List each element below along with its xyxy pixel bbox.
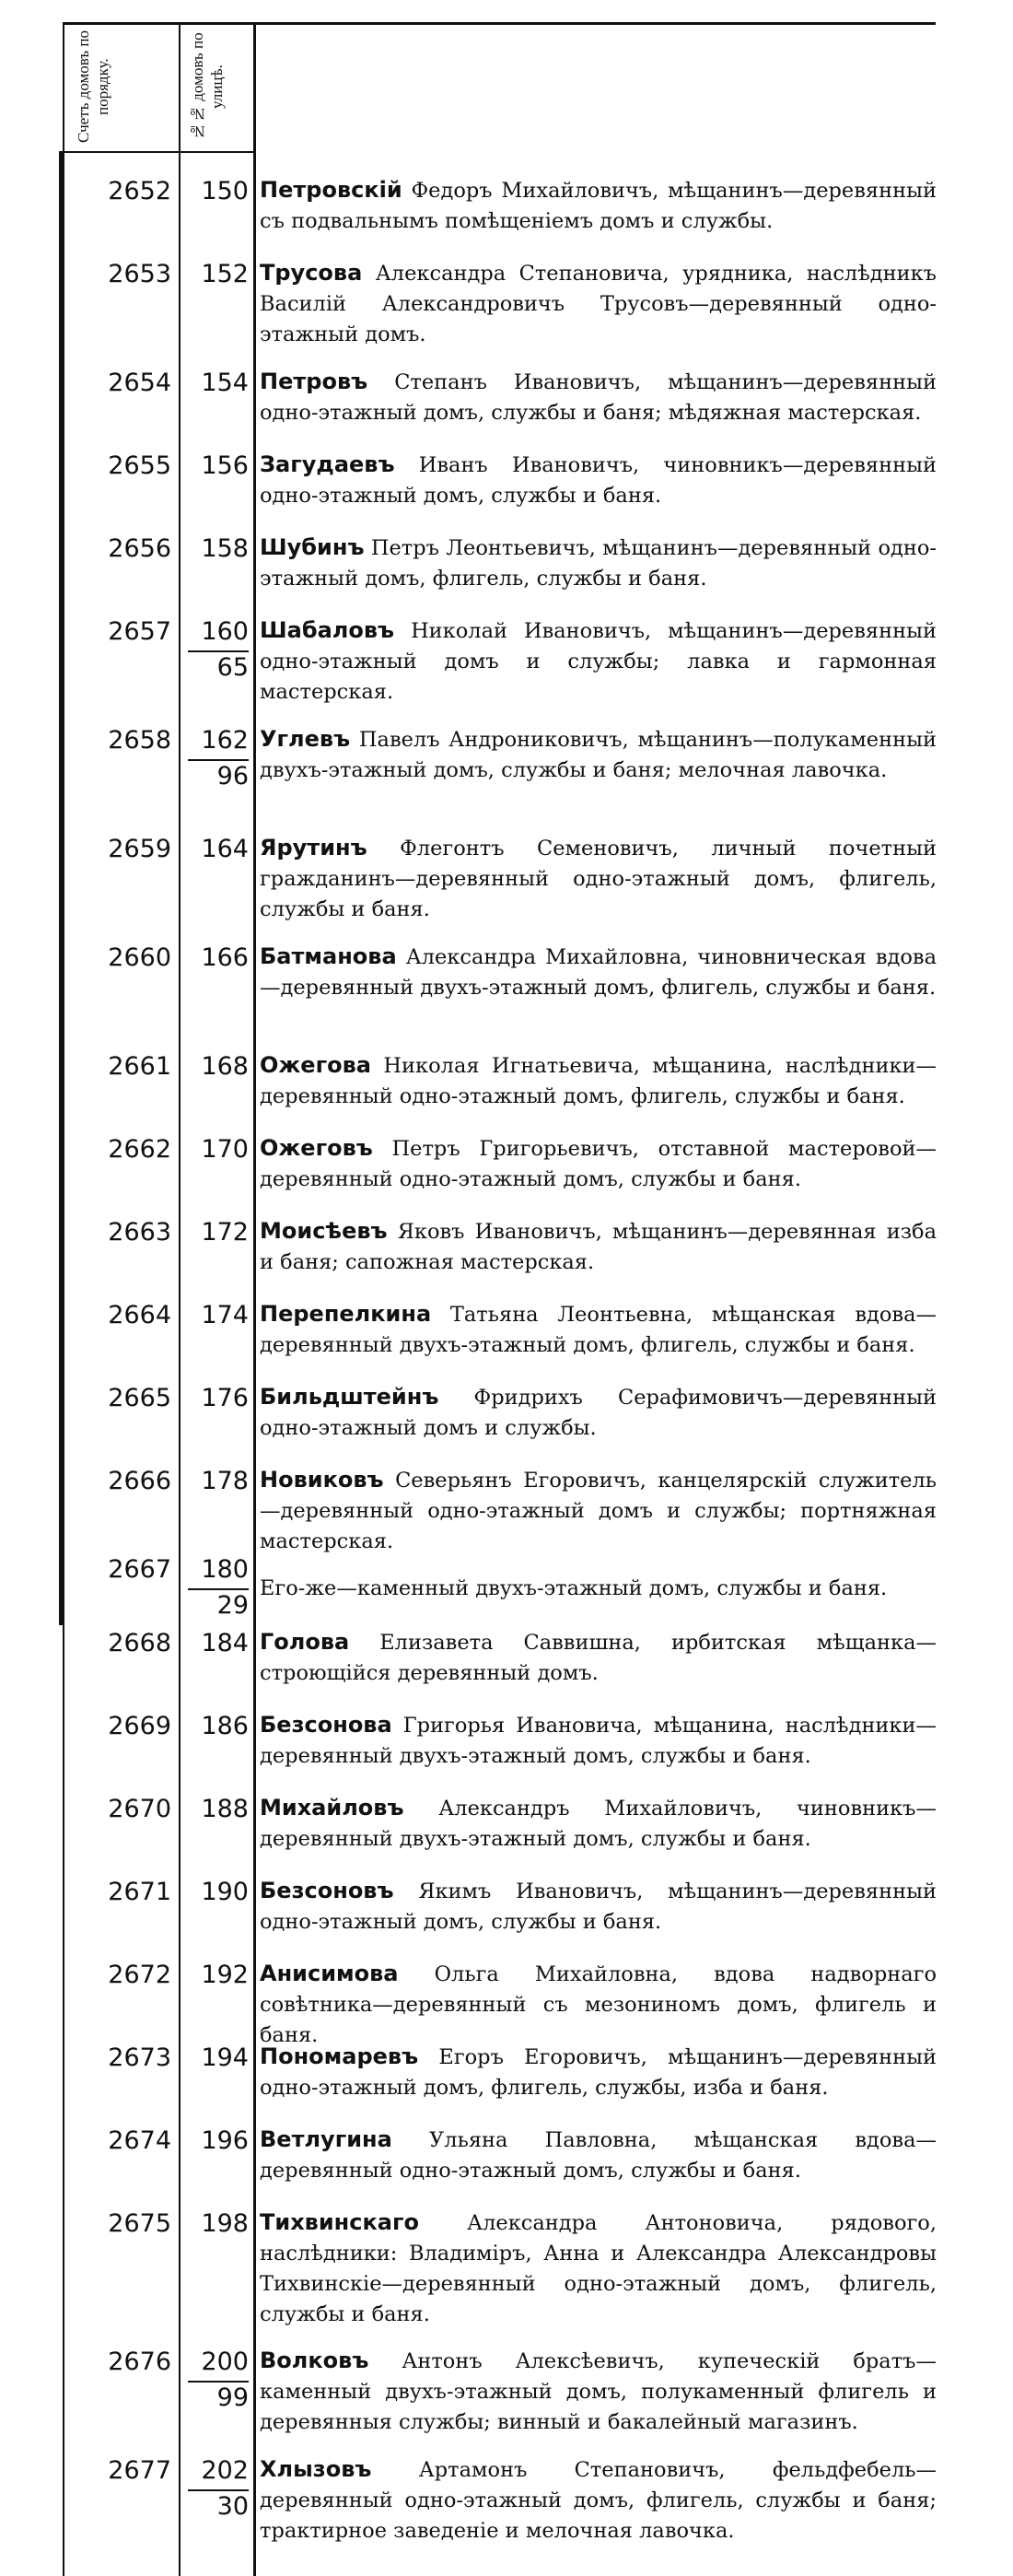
house-count-number: 2671 xyxy=(108,1878,171,1906)
house-street-number: 156 xyxy=(201,451,249,480)
entry-text xyxy=(260,1133,937,1195)
property-description: Григорья Ивановича, мѣщанина, наслѣдники—деревянный двухъ-этажный домъ, службы и баня. xyxy=(260,1714,937,1768)
house-count-number: 2667 xyxy=(108,1555,171,1584)
property-description: Татьяна Леонтьевна, мѣщанская вдова—деревянный двухъ-этажный домъ, флигель, службы и баня. xyxy=(260,1303,937,1357)
house-count-number: 2672 xyxy=(108,1961,171,1989)
owner-name: Михайловъ xyxy=(260,1795,404,1821)
property-description: Флегонтъ Семеновичъ, личный почетный гражданинъ—деревянный одно-этажный домъ, флигель, службы и баня. xyxy=(260,837,937,921)
entry-text xyxy=(260,1627,937,1689)
house-count-number: 2673 xyxy=(108,2043,171,2072)
owner-name: Петровскій xyxy=(260,177,402,203)
street-number-upper: 180 xyxy=(188,1553,249,1590)
house-count-number: 2668 xyxy=(108,1629,171,1657)
owner-name: Шубинъ xyxy=(260,534,365,560)
property-description: Егоръ Егоровичъ, мѣщанинъ—деревянный одно-этажный домъ, флигель, службы, изба и баня. xyxy=(260,2045,937,2100)
owner-name: Трусова xyxy=(260,260,363,286)
owner-name: Хлызовъ xyxy=(260,2456,372,2482)
owner-name: Ярутинъ xyxy=(260,835,367,861)
house-street-number: 166 xyxy=(201,943,249,972)
house-street-number: 174 xyxy=(201,1301,249,1329)
owner-name: Перепелкина xyxy=(260,1301,432,1327)
house-street-number: 178 xyxy=(201,1467,249,1495)
entry-text xyxy=(260,533,937,594)
owner-name: Моисѣевъ xyxy=(260,1218,388,1244)
owner-name: Углевъ xyxy=(260,726,351,752)
house-street-number: 176 xyxy=(201,1384,249,1412)
property-description: Федоръ Михайловичъ, мѣщанинъ—деревянный съ подвальнымъ помѣщеніемъ домъ и службы. xyxy=(260,179,937,233)
street-number-lower: 29 xyxy=(216,1591,249,1620)
entry-text xyxy=(260,258,937,350)
house-count-number: 2675 xyxy=(108,2209,171,2238)
property-description: Петръ Григорьевичъ, отставной мастеровой—деревянный одно-этажный домъ, службы и баня. xyxy=(260,1137,937,1191)
owner-name: Безсоновъ xyxy=(260,1878,394,1903)
owner-name: Волковъ xyxy=(260,2348,369,2373)
entry-text xyxy=(260,2042,937,2103)
house-count-number: 2663 xyxy=(108,1218,171,1247)
entry-text xyxy=(260,833,937,925)
column-rule-left-thick xyxy=(59,151,64,1625)
house-street-number: 198 xyxy=(201,2209,249,2238)
owner-name: Новиковъ xyxy=(260,1467,384,1493)
property-description: Александръ Михайловичъ, чиновникъ—деревянный двухъ-этажный домъ, службы и баня. xyxy=(260,1797,937,1851)
house-count-number: 2657 xyxy=(108,617,171,646)
entry-text xyxy=(260,1299,937,1361)
house-count-number: 2665 xyxy=(108,1384,171,1412)
entry-text xyxy=(260,1793,937,1855)
entry-text xyxy=(260,2125,937,2186)
property-description: Елизавета Саввишна, ирбитская мѣщанка—строющійся деревянный домъ. xyxy=(260,1631,937,1685)
owner-name: Петровъ xyxy=(260,369,368,394)
entry-text xyxy=(260,1382,937,1444)
property-description: Артамонъ Степановичъ, фельдфебель—деревянный одно-этажный домъ, флигель, службы и баня; трактирное заведеніе и мелочная лавочка. xyxy=(260,2458,937,2543)
header-rule xyxy=(63,151,256,153)
house-street-number xyxy=(182,615,249,684)
house-street-number: 190 xyxy=(201,1878,249,1906)
house-count-number: 2661 xyxy=(108,1052,171,1081)
house-count-number: 2654 xyxy=(108,369,171,397)
entry-text xyxy=(260,1876,937,1938)
house-street-number xyxy=(182,724,249,792)
house-count-number: 2669 xyxy=(108,1712,171,1740)
owner-name: Бильдштейнъ xyxy=(260,1384,439,1410)
house-count-number: 2666 xyxy=(108,1467,171,1495)
owner-name: Пономаревъ xyxy=(260,2043,419,2069)
house-count-number: 2655 xyxy=(108,451,171,480)
house-count-number: 2656 xyxy=(108,534,171,563)
house-street-number: 184 xyxy=(201,1629,249,1657)
house-count-number: 2664 xyxy=(108,1301,171,1329)
property-description: Северьянъ Егоровичъ, канцелярскій служитель—деревянный одно-этажный домъ и службы; портняжная мастерская. xyxy=(260,1469,937,1553)
column-rule-middle xyxy=(179,22,180,2576)
entry-text xyxy=(260,615,937,708)
property-description: Якимъ Ивановичъ, мѣщанинъ—деревянный одно-этажный домъ, службы и баня. xyxy=(260,1879,937,1934)
entry-text xyxy=(260,724,937,786)
house-count-number: 2653 xyxy=(108,260,171,288)
entry-text xyxy=(260,2207,937,2330)
entry-text xyxy=(260,1710,937,1772)
house-street-number: 150 xyxy=(201,177,249,205)
column-rule-right xyxy=(253,22,256,2576)
house-count-number: 2677 xyxy=(108,2456,171,2485)
house-street-number: 154 xyxy=(201,369,249,397)
owner-name: Батманова xyxy=(260,943,397,969)
house-street-number: 164 xyxy=(201,835,249,863)
street-number-lower: 99 xyxy=(216,2383,249,2412)
house-count-number: 2660 xyxy=(108,943,171,972)
property-description: Николая Игнатьевича, мѣщанина, наслѣдники—деревянный одно-этажный домъ, флигель, службы и баня. xyxy=(260,1054,937,1108)
property-description: Александра Михайловна, чиновническая вдова—деревянный двухъ-этажный домъ, флигель, службы и баня. xyxy=(260,945,937,1000)
house-count-number: 2662 xyxy=(108,1135,171,1164)
property-description: Его-же—каменный двухъ-этажный домъ, службы и баня. xyxy=(260,1576,888,1600)
street-number-upper: 160 xyxy=(188,615,249,652)
property-description: Петръ Леонтьевичъ, мѣщанинъ—деревянный одно-этажный домъ, флигель, службы и баня. xyxy=(260,536,937,591)
property-description: Антонъ Алексѣевичъ, купеческій братъ—каменный двухъ-этажный домъ, полукаменный флигель и деревянныя службы; винный и бакалейный магазинъ. xyxy=(260,2349,937,2434)
property-description: Ульяна Павловна, мѣщанская вдова—деревянный одно-этажный домъ, службы и баня. xyxy=(260,2128,937,2183)
house-count-number: 2670 xyxy=(108,1795,171,1823)
owner-name: Загудаевъ xyxy=(260,451,395,477)
entry-text xyxy=(260,942,937,1003)
street-number-upper: 162 xyxy=(188,724,249,761)
owner-name: Анисимова xyxy=(260,1961,399,1986)
entry-text xyxy=(260,175,937,237)
house-street-number: 152 xyxy=(201,260,249,288)
property-description: Александра Степановича, урядника, наслѣдникъ Василій Александровичъ Трусовъ—деревянный одно-этажный домъ. xyxy=(260,262,937,346)
house-count-number: 2659 xyxy=(108,835,171,863)
header-house-count: Счетъ домовъ по порядку. xyxy=(75,30,111,144)
street-number-lower: 30 xyxy=(216,2492,249,2521)
entry-text xyxy=(260,1465,937,1557)
property-description: Яковъ Ивановичъ, мѣщанинъ—деревянная изба и баня; сапожная мастерская. xyxy=(260,1220,937,1274)
owner-name: Ожеговъ xyxy=(260,1135,373,1161)
entry-text xyxy=(260,450,937,511)
header-house-number: №№ домовъ по улицѣ. xyxy=(189,32,226,141)
house-street-number: 188 xyxy=(201,1795,249,1823)
entry-text xyxy=(260,1050,937,1112)
entry-text xyxy=(260,367,937,428)
owner-name: Шабаловъ xyxy=(260,617,395,643)
house-count-number: 2676 xyxy=(108,2348,171,2376)
house-count-number: 2658 xyxy=(108,726,171,755)
top-rule xyxy=(63,22,936,25)
house-street-number: 170 xyxy=(201,1135,249,1164)
house-street-number: 186 xyxy=(201,1712,249,1740)
property-description: Павелъ Андрониковичъ, мѣщанинъ—полукаменный двухъ-этажный домъ, службы и баня; мелочная лавочка. xyxy=(260,728,937,782)
property-description: Степанъ Ивановичъ, мѣщанинъ—деревянный одно-этажный домъ, службы и баня; мѣдяжная мастерская. xyxy=(260,370,937,425)
street-number-upper: 200 xyxy=(188,2346,249,2383)
entry-text xyxy=(260,2346,937,2438)
house-street-number: 192 xyxy=(201,1961,249,1989)
street-number-lower: 96 xyxy=(216,762,249,790)
street-number-lower: 65 xyxy=(216,653,249,682)
owner-name: Тихвинскаго xyxy=(260,2209,419,2235)
owner-name: Ветлугина xyxy=(260,2126,392,2152)
house-count-number: 2652 xyxy=(108,177,171,205)
entry-text xyxy=(260,1574,937,1604)
property-description: Иванъ Ивановичъ, чиновникъ—деревянный одно-этажный домъ, службы и баня. xyxy=(260,453,937,508)
house-street-number: 196 xyxy=(201,2126,249,2155)
house-count-number: 2674 xyxy=(108,2126,171,2155)
house-street-number xyxy=(182,1553,249,1622)
house-street-number: 172 xyxy=(201,1218,249,1247)
property-description: Фридрихъ Серафимовичъ—деревянный одно-этажный домъ и службы. xyxy=(260,1386,937,1440)
owner-name: Ожегова xyxy=(260,1052,371,1078)
entry-text xyxy=(260,1959,937,2051)
property-description: Николай Ивановичъ, мѣщанинъ—деревянный одно-этажный домъ и службы; лавка и гармонная мастерская. xyxy=(260,619,937,704)
house-street-number: 168 xyxy=(201,1052,249,1081)
property-description: Александра Антоновича, рядового, наслѣдники: Владиміръ, Анна и Александра Александровы Тихвинскіе—деревянный одно-этажный домъ, флигель, службы и баня. xyxy=(260,2211,937,2326)
street-number-upper: 202 xyxy=(188,2454,249,2491)
owner-name: Безсонова xyxy=(260,1712,392,1738)
house-street-number xyxy=(182,2454,249,2523)
entry-text xyxy=(260,1216,937,1278)
house-street-number: 194 xyxy=(201,2043,249,2072)
property-description: Ольга Михайловна, вдова надворнаго совѣтника—деревянный съ мезониномъ домъ, флигель и баня. xyxy=(260,1962,937,2047)
house-street-number xyxy=(182,2346,249,2414)
owner-name: Голова xyxy=(260,1629,350,1655)
entry-text xyxy=(260,2454,937,2547)
house-street-number: 158 xyxy=(201,534,249,563)
